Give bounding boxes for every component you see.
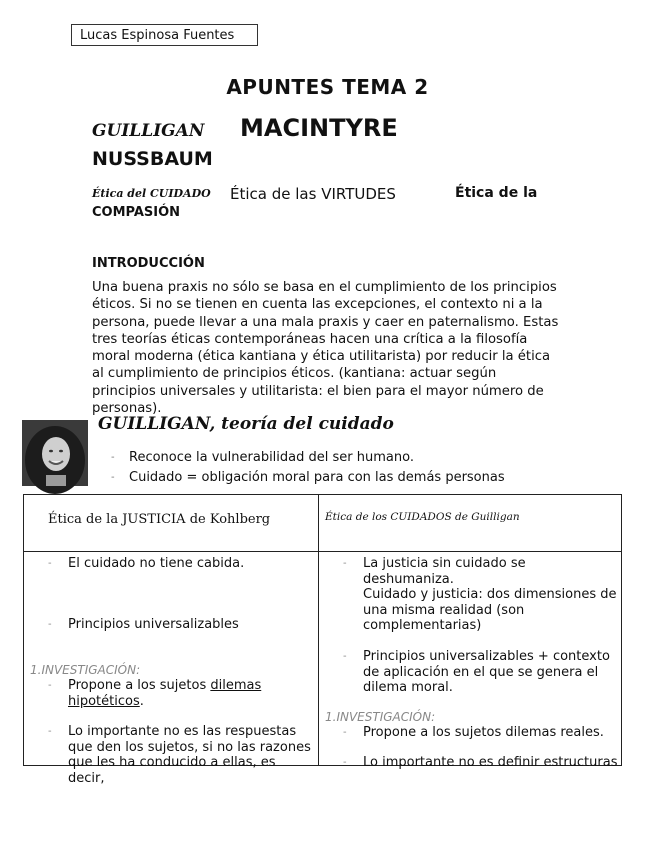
item-text: . xyxy=(139,693,144,709)
author-guilligan: GUILLIGAN xyxy=(92,121,205,141)
page-title: APUNTES TEMA 2 xyxy=(226,75,429,99)
justicia-item-1: - El cuidado no tiene cabida. xyxy=(48,556,245,571)
bullet-text: Cuidado = obligación moral para con las demás personas xyxy=(129,470,505,485)
header-cuidados-text: Ética de los CUIDADOS de Guilligan xyxy=(325,511,520,523)
section-bullet-2 xyxy=(111,468,505,488)
item-text-underlined: dilemas hipotéticos xyxy=(68,678,262,709)
cuidados-item-2: - Principios universalizables + contexto de aplicación en el que se genera el dilema moral. xyxy=(343,649,610,695)
ethics-cuidado: Ética del CUIDADO xyxy=(92,187,211,200)
bullet-text: Reconoce la vulnerabilidad del ser humano. xyxy=(129,450,414,465)
section-bullet-1 xyxy=(111,448,414,468)
header-justicia-text: Ética de la JUSTICIA de Kohlberg xyxy=(48,512,271,527)
item-text: Propone a los sujetos dilemas reales. xyxy=(363,725,604,740)
author-nussbaum: NUSSBAUM xyxy=(92,148,213,170)
table-header-cuidados xyxy=(319,495,622,552)
justicia-item-4: - Lo importante no es las respuestas que den los sujetos, si no las razones que les ha conducido a ellas, es decir, xyxy=(48,724,311,786)
guilligan-photo xyxy=(22,420,88,486)
ethics-virtudes: Ética de las VIRTUDES xyxy=(230,185,396,203)
table-header-justicia xyxy=(24,495,319,552)
cuidados-investigacion: 1.INVESTIGACIÓN: xyxy=(325,710,436,724)
comparison-table xyxy=(23,494,622,786)
bullet-dash: - xyxy=(111,452,115,463)
cuidados-item-4: - Lo importante no es definir estructuras xyxy=(343,755,618,770)
justicia-item-3: - Propone a los sujetos dilemas hipotéticos. xyxy=(48,678,262,709)
intro-paragraph: Una buena praxis no sólo se basa en el cumplimiento de los principios éticos. Si no se tienen en cuenta las excepciones, el contexto ni a la persona, puede llevar a una mala praxis y caer en paternalismo. Estas tres teorías éticas contemporáneas hacen una crítica a la filosofía moral moderna (ética kantiana y ética utilitarista) por reducir la ética al cumplimiento de principios éticos. (kantiana: actuar según principios universales y utilitarista: el bien para el mayor número de personas). xyxy=(92,280,559,417)
item-text: Principios universalizables xyxy=(68,617,239,632)
cuidados-item-3: - Propone a los sujetos dilemas reales. xyxy=(343,725,604,740)
item-text: El cuidado no tiene cabida. xyxy=(68,556,245,571)
intro-heading: INTRODUCCIÓN xyxy=(92,256,205,271)
ethics-compasion: Ética de la xyxy=(455,185,538,201)
cuidados-item-1: - La justicia sin cuidado se deshumaniza. xyxy=(343,556,526,587)
item-text: Cuidado y justicia: dos dimensiones de una misma realidad (son complementarias) xyxy=(363,587,617,633)
section-heading: GUILLIGAN, teoría del cuidado xyxy=(98,414,394,434)
item-text: Lo importante no es las respuestas que den los sujetos, si no las razones que les ha conducido a ellas, es decir, xyxy=(68,724,311,786)
item-text: La justicia sin cuidado se deshumaniza. xyxy=(363,556,526,587)
item-text: Principios universalizables + contexto de aplicación en el que se genera el dilema moral. xyxy=(363,649,610,695)
table-cell-cuidados xyxy=(319,552,622,770)
author-macintyre: MACINTYRE xyxy=(240,114,398,142)
justicia-investigacion: 1.INVESTIGACIÓN: xyxy=(30,663,141,677)
author-box: Lucas Espinosa Fuentes xyxy=(71,24,258,46)
cuidados-item-1b xyxy=(363,587,619,634)
ethics-compasion-cont: COMPASIÓN xyxy=(92,205,181,220)
item-text: Lo importante no es definir estructuras xyxy=(363,755,618,770)
item-text: Propone a los sujetos xyxy=(68,678,211,693)
table-cell-justicia xyxy=(24,552,319,786)
bullet-dash: - xyxy=(111,472,115,483)
justicia-item-2: - Principios universalizables xyxy=(48,617,239,632)
